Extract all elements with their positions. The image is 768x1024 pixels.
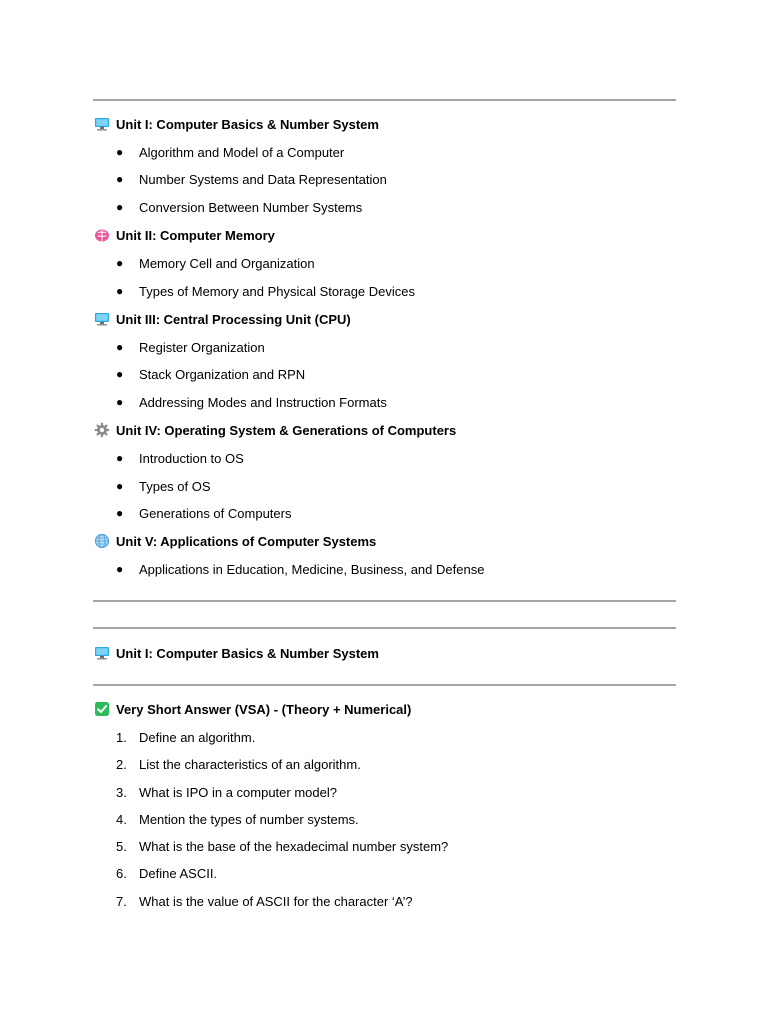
unit-title: Unit V: Applications of Computer Systems [116,533,377,549]
vsa-title: Very Short Answer (VSA) - (Theory + Numerical) [116,701,412,717]
question-item [116,728,255,746]
globe-icon [94,533,110,549]
question-text: List the characteristics of an algorithm. [139,756,361,772]
bullet: ● [116,451,124,465]
unit-title: Unit II: Computer Memory [116,227,275,243]
computer-icon [94,116,110,132]
unit-1-heading [94,115,379,133]
topic-text: Addressing Modes and Instruction Formats [139,394,387,410]
bullet: ● [116,172,124,186]
bullet: ● [116,200,124,214]
computer-icon [94,645,110,661]
horizontal-rule [93,627,676,629]
question-item [116,755,361,773]
bullet: ● [116,395,124,409]
topic-text: Types of OS [139,478,211,494]
question-number: 4. [116,811,127,827]
section-heading [94,644,379,662]
vsa-heading [94,700,411,718]
topic-text: Memory Cell and Organization [139,255,315,271]
list-item [116,560,484,578]
unit-title: Unit III: Central Processing Unit (CPU) [116,311,351,327]
list-item [116,254,315,272]
bullet: ● [116,256,124,270]
question-text: Define ASCII. [139,865,218,881]
list-item [116,449,244,467]
bullet: ● [116,506,124,520]
list-item [116,477,211,495]
question-item [116,864,217,882]
brain-icon [94,227,110,243]
question-number: 6. [116,865,127,881]
topic-text: Conversion Between Number Systems [139,199,363,215]
list-item [116,504,291,522]
horizontal-rule [93,600,676,602]
check-mark-icon [94,701,110,717]
list-item [116,198,362,216]
bullet: ● [116,340,124,354]
question-text: Define an algorithm. [139,729,256,745]
topic-text: Types of Memory and Physical Storage Devices [139,283,416,299]
question-number: 5. [116,838,127,854]
bullet: ● [116,562,124,576]
horizontal-rule [93,684,676,686]
list-item [116,393,387,411]
topic-text: Generations of Computers [139,505,292,521]
question-text: What is the base of the hexadecimal number system? [139,838,449,854]
list-item [116,170,387,188]
list-item [116,338,265,356]
list-item [116,143,344,161]
question-text: What is IPO in a computer model? [139,784,337,800]
unit-5-heading [94,532,376,550]
question-item [116,783,337,801]
topic-text: Introduction to OS [139,450,244,466]
bullet: ● [116,145,124,159]
unit-4-heading [94,421,456,439]
list-item [116,365,305,383]
list-item [116,282,415,300]
question-number: 2. [116,756,127,772]
gear-icon [94,422,110,438]
section-title: Unit I: Computer Basics & Number System [116,645,379,661]
question-item [116,837,448,855]
unit-title: Unit IV: Operating System & Generations of Computers [116,422,457,438]
computer-icon [94,311,110,327]
bullet: ● [116,367,124,381]
bullet: ● [116,284,124,298]
question-text: Mention the types of number systems. [139,811,359,827]
horizontal-rule [93,99,676,101]
bullet: ● [116,479,124,493]
unit-2-heading [94,226,275,244]
topic-text: Number Systems and Data Representation [139,171,387,187]
unit-title: Unit I: Computer Basics & Number System [116,116,379,132]
topic-text: Algorithm and Model of a Computer [139,144,345,160]
unit-3-heading [94,310,351,328]
question-number: 1. [116,729,127,745]
question-item [116,892,413,910]
question-text: What is the value of ASCII for the character ‘A’? [139,893,413,909]
topic-text: Applications in Education, Medicine, Business, and Defense [139,561,485,577]
question-number: 7. [116,893,127,909]
topic-text: Register Organization [139,339,265,355]
topic-text: Stack Organization and RPN [139,366,306,382]
question-number: 3. [116,784,127,800]
question-item [116,810,359,828]
